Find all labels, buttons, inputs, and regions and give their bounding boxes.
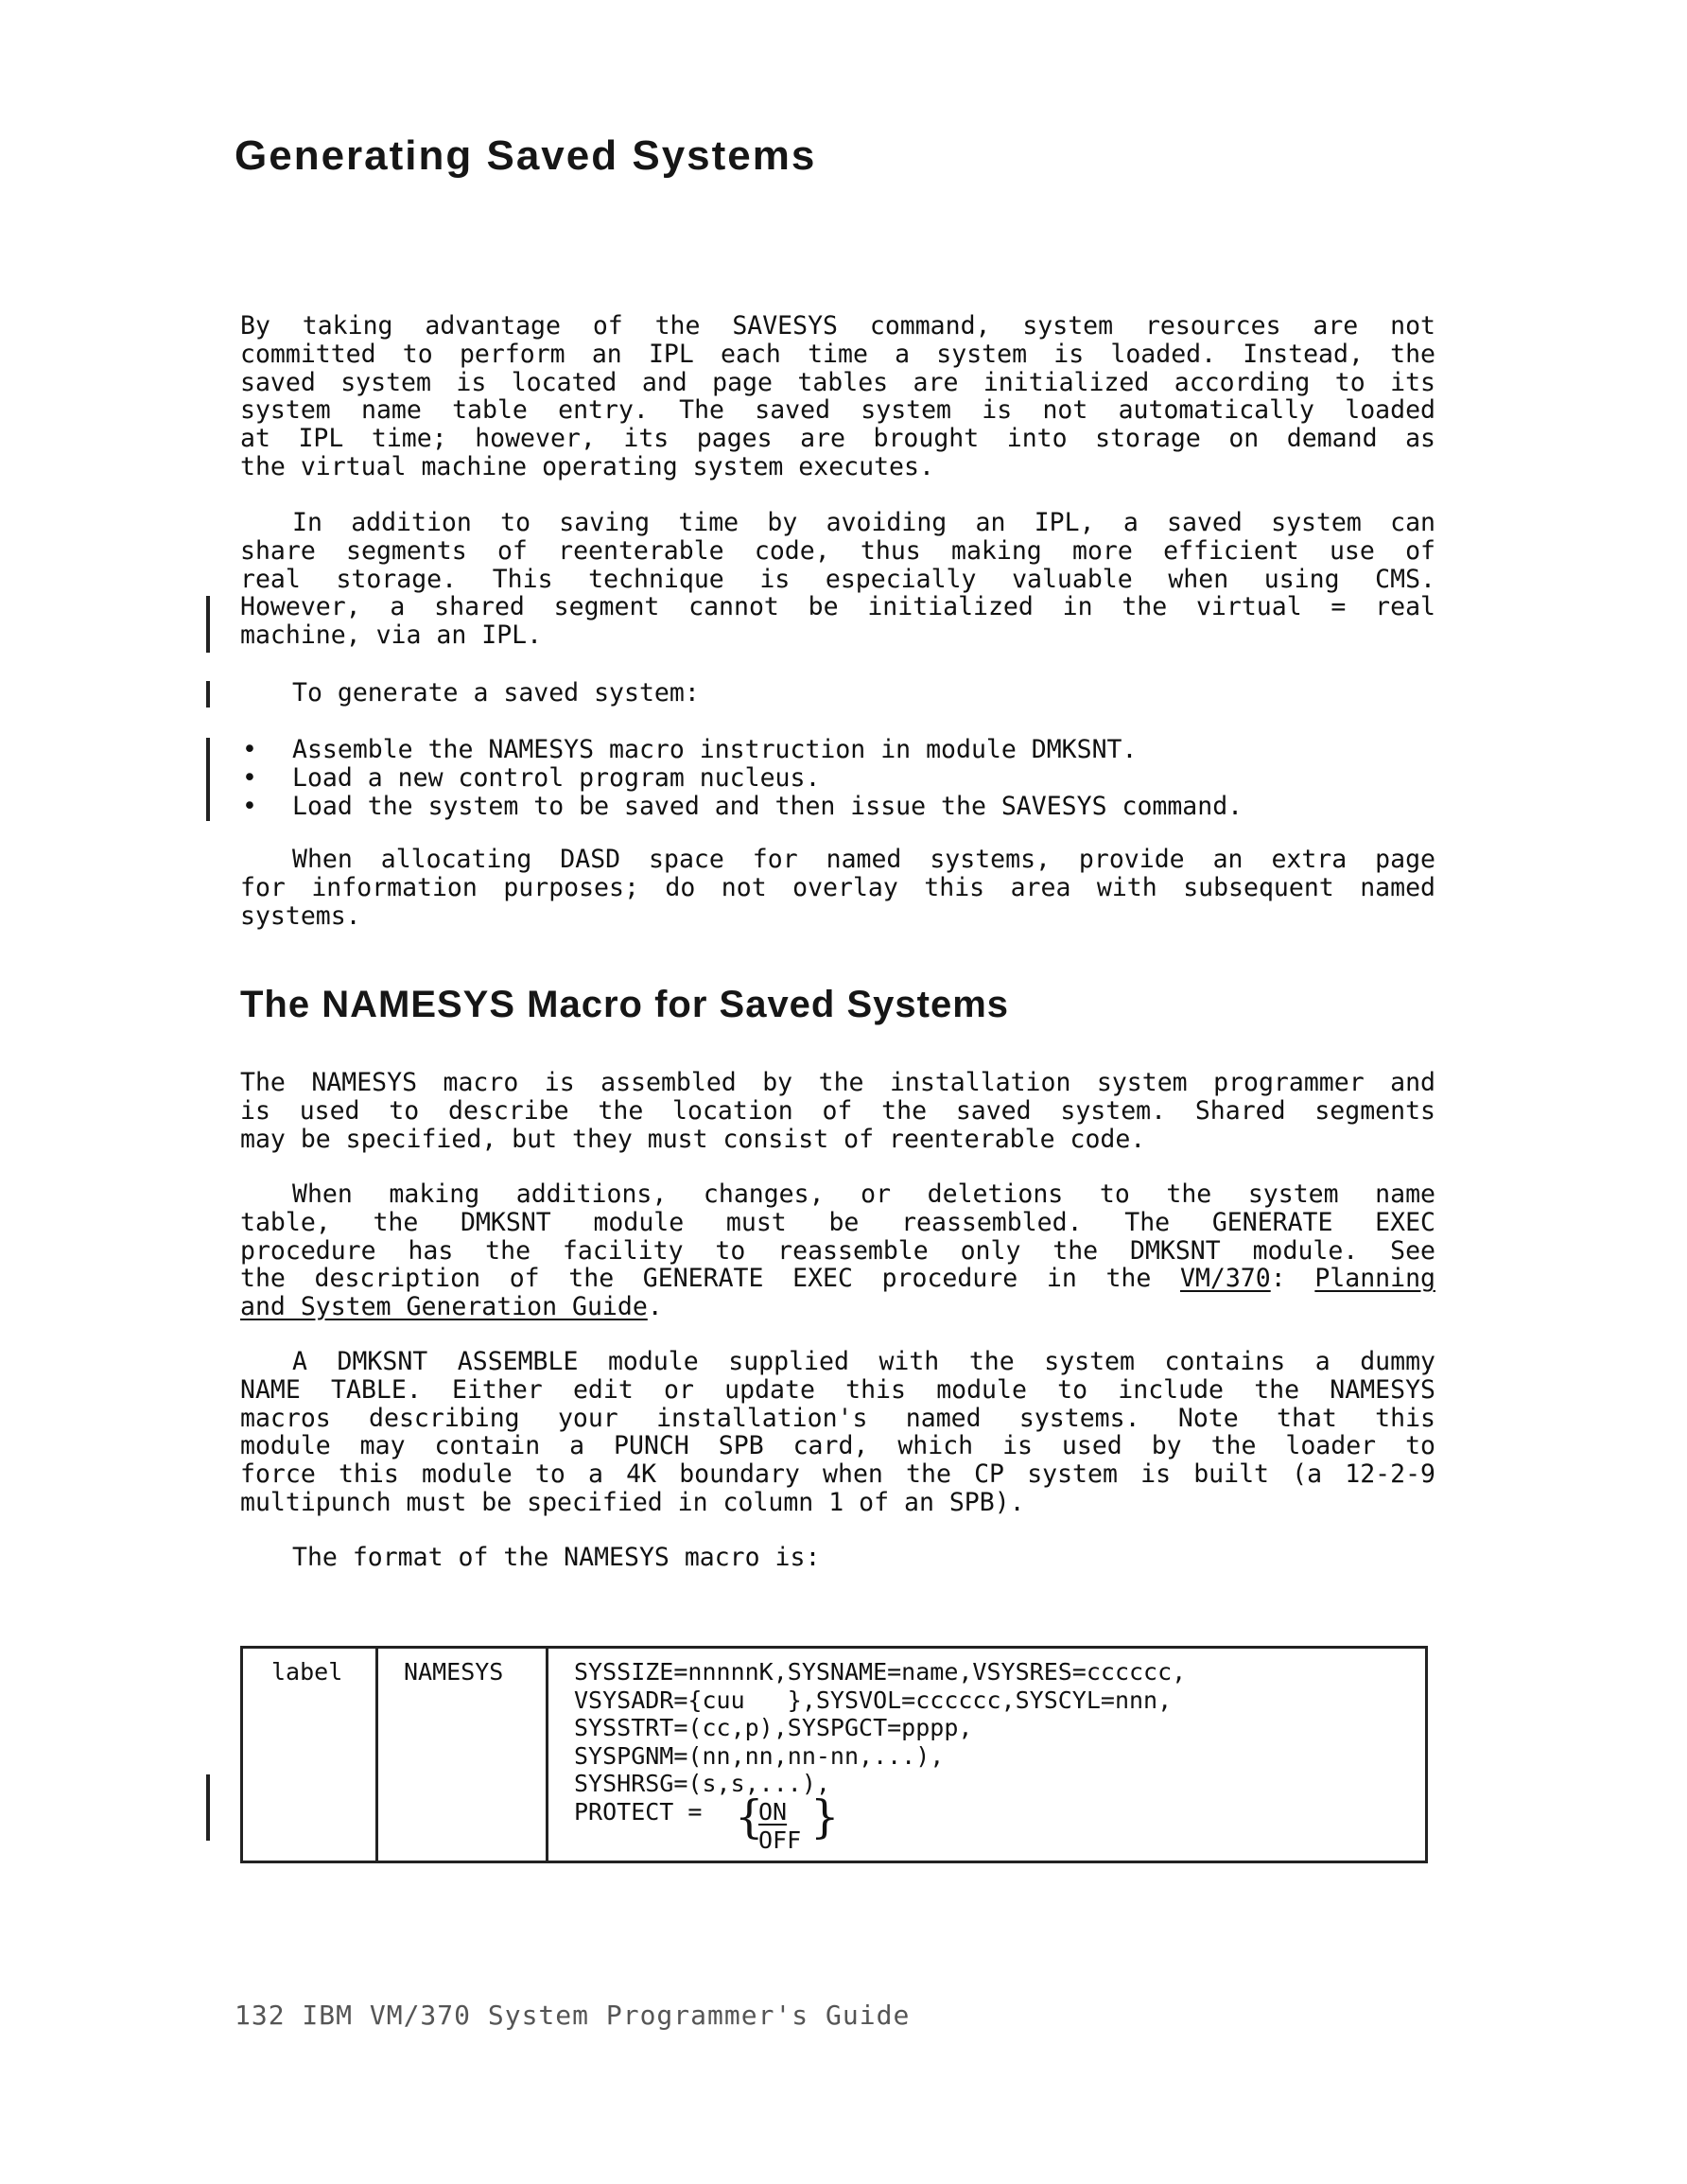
text-line: By taking advantage of the SAVESYS command, system resources are not	[240, 312, 1435, 341]
text-line: saved system is located and page tables are initialized according to its	[240, 368, 1435, 397]
text-line: systems.	[240, 901, 361, 931]
text-line: table, the DMKSNT module must be reassembled. The GENERATE EXEC	[240, 1208, 1435, 1237]
list-item-text: Assemble the NAMESYS macro instruction in module DMKSNT.	[292, 736, 1138, 764]
text-line: macros describing your installation's named systems. Note that this	[240, 1404, 1435, 1433]
text-line: module may contain a PUNCH SPB card, which is used by the loader to	[240, 1432, 1435, 1461]
paragraph-dasd	[240, 846, 1435, 930]
revision-bar	[206, 738, 210, 821]
list-item	[240, 793, 1435, 821]
text-line: may be specified, but they must consist of reenterable code.	[240, 1125, 1146, 1154]
paragraph-reassemble	[240, 1180, 1435, 1321]
protect-option-off: OFF	[758, 1826, 802, 1854]
text-line: for information purposes; do not overlay this area with subsequent named	[240, 873, 1435, 902]
macro-operand: SYSSIZE=nnnnnK,SYSNAME=name,VSYSRES=cccccc,	[574, 1658, 1187, 1686]
steps-list	[240, 736, 1435, 820]
doc-reference: Planning	[1314, 1265, 1435, 1294]
list-item-text: Load the system to be saved and then issue the SAVESYS command.	[292, 792, 1244, 821]
text-line: real storage. This technique is especially valuable when using CMS.	[240, 565, 1435, 594]
macro-format-box	[240, 1646, 1428, 1863]
list-item	[240, 764, 1435, 793]
text-line: When making additions, changes, or deletions to the system name	[292, 1180, 1435, 1209]
list-item-text: Load a new control program nucleus.	[292, 763, 821, 793]
macro-label: label	[271, 1658, 343, 1686]
macro-operand: SYSSTRT=(cc,p),SYSPGCT=pppp,	[574, 1714, 973, 1742]
column-divider	[375, 1649, 378, 1861]
text-line: system name table entry. The saved system is not automatically loaded	[240, 396, 1435, 426]
bullet-icon: •	[242, 736, 257, 764]
macro-operand: SYSHRSG=(s,s,...),	[574, 1770, 830, 1798]
steps-intro	[240, 679, 1435, 708]
text-line: committed to perform an IPL each time a system is loaded. Instead, the	[240, 340, 1435, 369]
doc-reference: VM/370	[1179, 1265, 1271, 1294]
page-footer: 132 IBM VM/370 System Programmer's Guide	[235, 2000, 911, 2031]
text-line	[240, 1265, 1435, 1293]
section-heading: The NAMESYS Macro for Saved Systems	[240, 984, 1010, 1025]
page-title: Generating Saved Systems	[235, 132, 817, 179]
revision-bar	[206, 681, 210, 708]
macro-operand: SYSPGNM=(nn,nn,nn-nn,...),	[574, 1741, 945, 1770]
paragraph-namesys-intro	[240, 1069, 1435, 1153]
text-segment: the description of the GENERATE EXEC procedure in the	[240, 1265, 1180, 1294]
column-divider	[546, 1649, 548, 1861]
text-line	[240, 1293, 1435, 1321]
text-line: The NAMESYS macro is assembled by the installation system programmer and	[240, 1069, 1435, 1097]
bullet-icon: •	[242, 763, 257, 793]
paragraph-savesys-intro	[240, 312, 1435, 481]
revision-bar	[206, 596, 210, 653]
option-on-text: ON	[758, 1798, 788, 1826]
text-line: In addition to saving time by avoiding an IPL, a saved system can	[292, 509, 1435, 537]
text-line: force this module to a 4K boundary when the CP system is built (a 12-2-9	[240, 1460, 1435, 1489]
macro-operand: PROTECT =	[574, 1798, 717, 1826]
text-line: NAME TABLE. Either edit or update this module to include the NAMESYS	[240, 1375, 1435, 1405]
text-line: However, a shared segment cannot be initialized in the virtual = real	[240, 593, 1435, 622]
format-intro	[240, 1544, 1435, 1572]
text-line: When allocating DASD space for named systems, provide an extra page	[292, 846, 1435, 874]
text-line: share segments of reenterable code, thus making more efficient use of	[240, 536, 1435, 566]
doc-reference: and System Generation Guide	[240, 1293, 648, 1321]
macro-operand: VSYSADR={cuu },SYSVOL=cccccc,SYSCYL=nnn,	[574, 1686, 1173, 1714]
text-line: The format of the NAMESYS macro is:	[292, 1544, 821, 1572]
text-line: A DMKSNT ASSEMBLE module supplied with the system contains a dummy	[292, 1348, 1435, 1376]
right-brace-icon: }	[810, 1791, 840, 1843]
text-segment: .	[647, 1293, 663, 1321]
text-line: procedure has the facility to reassemble only the DMKSNT module. See	[240, 1236, 1435, 1266]
macro-operation: NAMESYS	[404, 1658, 504, 1686]
text-line: To generate a saved system:	[292, 679, 700, 708]
text-line: the virtual machine operating system executes.	[240, 452, 934, 481]
left-brace-icon: {	[735, 1791, 764, 1843]
list-item	[240, 736, 1435, 764]
text-line: multipunch must be specified in column 1 of an SPB).	[240, 1488, 1025, 1517]
text-line: machine, via an IPL.	[240, 621, 543, 650]
text-line: is used to describe the location of the saved system. Shared segments	[240, 1096, 1435, 1126]
paragraph-shared-segments	[240, 509, 1435, 650]
paragraph-dmksnt	[240, 1348, 1435, 1517]
text-line: at IPL time; however, its pages are brought into storage on demand as	[240, 425, 1435, 453]
protect-option-on	[758, 1798, 787, 1826]
bullet-icon: •	[242, 792, 257, 821]
text-segment: :	[1270, 1265, 1315, 1294]
revision-bar	[206, 1774, 210, 1841]
